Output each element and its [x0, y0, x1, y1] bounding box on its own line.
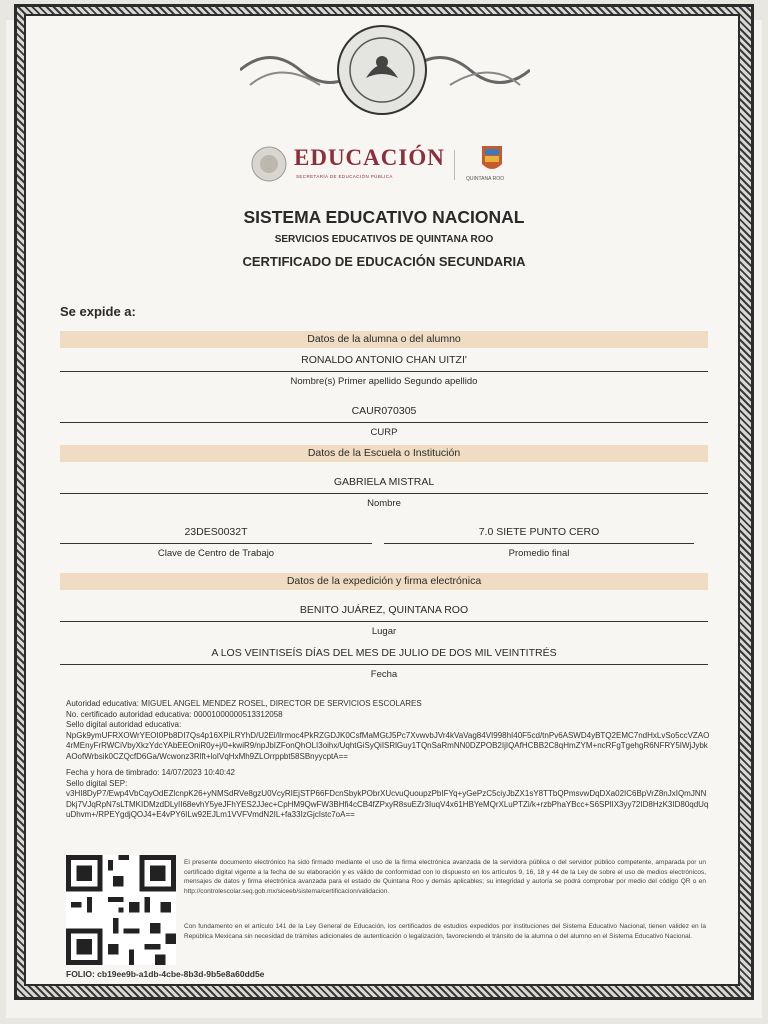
divider — [60, 422, 708, 423]
curp-label: CURP — [370, 427, 398, 438]
divider — [60, 543, 372, 544]
education-logo-subtitle: SECRETARÍA DE EDUCACIÓN PÚBLICA — [296, 174, 393, 179]
quintana-roo-emblem-icon — [480, 144, 504, 174]
school-name-label: Nombre — [367, 498, 401, 509]
issue-date-label: Fecha — [370, 669, 398, 680]
student-name: RONALDO ANTONIO CHAN UITZI' — [301, 354, 467, 366]
sep-seal-label: Sello digital SEP: — [66, 778, 128, 788]
divider — [60, 493, 708, 494]
work-center-key-label: Clave de Centro de Trabajo — [157, 548, 275, 559]
issue-place-label: Lugar — [371, 626, 397, 637]
cert-number-line: No. certificado autoridad educativa: 00001000000513312058 — [66, 709, 283, 719]
services-title: SERVICIOS EDUCATIVOS DE QUINTANA ROO — [274, 234, 494, 245]
folio: FOLIO: cb19ee9b-a1db-4cbe-8b3d-9b5e8a60dd5e — [66, 969, 265, 979]
student-section-header: Datos de la alumna o del alumno — [60, 331, 708, 348]
authority-line: Autoridad educativa: MIGUEL ANGEL MENDEZ ROSEL, DIRECTOR DE SERVICIOS ESCOLARES — [66, 699, 422, 708]
timestamp-line: Fecha y hora de timbrado: 14/07/2023 10:40:42 — [66, 768, 236, 777]
student-curp: CAUR070305 — [351, 405, 417, 417]
student-name-label: Nombre(s) Primer apellido Segundo apellido — [290, 376, 478, 387]
school-section-header: Datos de la Escuela o Institución — [60, 445, 708, 462]
work-center-key: 23DES0032T — [184, 526, 248, 538]
divider — [60, 371, 708, 372]
certificate-title: CERTIFICADO DE EDUCACIÓN SECUNDARIA — [242, 254, 526, 269]
divider — [384, 543, 694, 544]
authority-seal-value: NpGk9ymUFRXOWrYEOI0Pb8DI7Qs4p16XPiLRYhD/U2Ei/Ilrmoc4PkRZGDJK0CsfMaMGtJ5Pc7XvwvbJVr4kVaVag84VI998hI40F5cd/tnPv6ASWD4yBTQ2EMC7ndHxLvSo5ccVZAO4rMEnyFrRWCiVbyXkzYdcYAbEEOniR0y+j/0+kwiR9/npJbIZFonQhOLI3oihx/UqhtGiSyQiISRlGuy1TQnSaRmNN0DZPOB2IjIQAfHCBB2C8qHmZYM+ncRFgTgehgR6NFRY5IWjJybkAOofWrbsik0CZQcfD6Ga/Wcwonz3Rlft+loIVqHxMh9ZLOrrppbt58SBnyycptA== — [66, 730, 710, 761]
authority-seal-label: Sello digital autoridad educativa: — [66, 720, 182, 729]
school-name: GABRIELA MISTRAL — [333, 476, 435, 488]
qr-code-icon[interactable] — [66, 855, 176, 965]
divider — [60, 621, 708, 622]
issue-place: BENITO JUÁREZ, QUINTANA ROO — [299, 604, 469, 616]
issue-section-header: Datos de la expedición y firma electrónica — [60, 573, 708, 590]
divider — [60, 664, 708, 665]
sep-emblem-icon — [250, 145, 288, 183]
education-logo-title: EDUCACIÓN — [294, 145, 445, 170]
logo-divider — [454, 150, 455, 180]
quintana-roo-label: QUINTANA ROO — [466, 176, 504, 182]
legal-paragraph-1: El presente documento electrónico ha sido firmado mediante el uso de la firma electrónica avanzada de la servidora pública o del servidor público competente, amparada por un certificado digital vigente a la fecha de su elaboración y es válido de conformidad con lo dispuesto en los artículos 9, 16, 18 y 44 de la Ley de sobre el uso de medios electrónicos, mensajes de datos y firma electrónica avanzada para el estado de Quintana Roo y demás aplicables; su integridad y autoría se podrá comprobar por medio del código QR o en http://controlescolar.seq.gob.mx/siceeb/sistema/certificacion/validacion. — [184, 859, 706, 895]
signature-block — [66, 699, 710, 821]
system-title: SISTEMA EDUCATIVO NACIONAL — [243, 207, 525, 227]
final-average: 7.0 SIETE PUNTO CERO — [478, 526, 600, 538]
final-average-label: Promedio final — [508, 548, 570, 559]
issue-date: A LOS VEINTISEÍS DÍAS DEL MES DE JULIO DE DOS MIL VEINTITRÉS — [211, 647, 557, 659]
legal-paragraph-2: Con fundamento en el artículo 141 de la Ley General de Educación, los certificados de estudios expedidos por instituciones del Sistema Educativo Nacional, tienen validez en la República Mexicana sin necesidad de trámites adicionales de autenticación o legalización, favoreciendo el tránsito de la alumna o del alumno en el Sistema Educativo Nacional. — [184, 923, 706, 940]
national-seal-icon — [332, 22, 432, 118]
expide-label: Se expide a: — [60, 304, 136, 319]
sep-seal-value: v3HI8DyP7/Ewp4VbCqyOdEZlcnpK26+yNMSdRVe8gzU0VcyRIEjSTP66FDcnSbykPObrXUcvuQuoupzPbIFYq+yGePzC5ciyJbZX1sY8TTbQPmsvwDqDXa02IC6BpVrZ8nJxIQmJNNDkj7VJqRpN7sLTMKIDMzdDLyII68evhY5yeJFhYES2JJec+CpHM9QwFW3BHfi4cCB4fZPxyR8suEZr3IuqV4x61HBYeMQrXLuPTZi/k+rzbPhaYBcc+S6SPlIX3yy72ID8HzK3ID80qdUquDhvm+/RPEYgdjQOJ4+E4vPY6ILw92EJLm1VVFVmdN2IL+fa33IzGjcIstc7oA== — [66, 789, 709, 819]
